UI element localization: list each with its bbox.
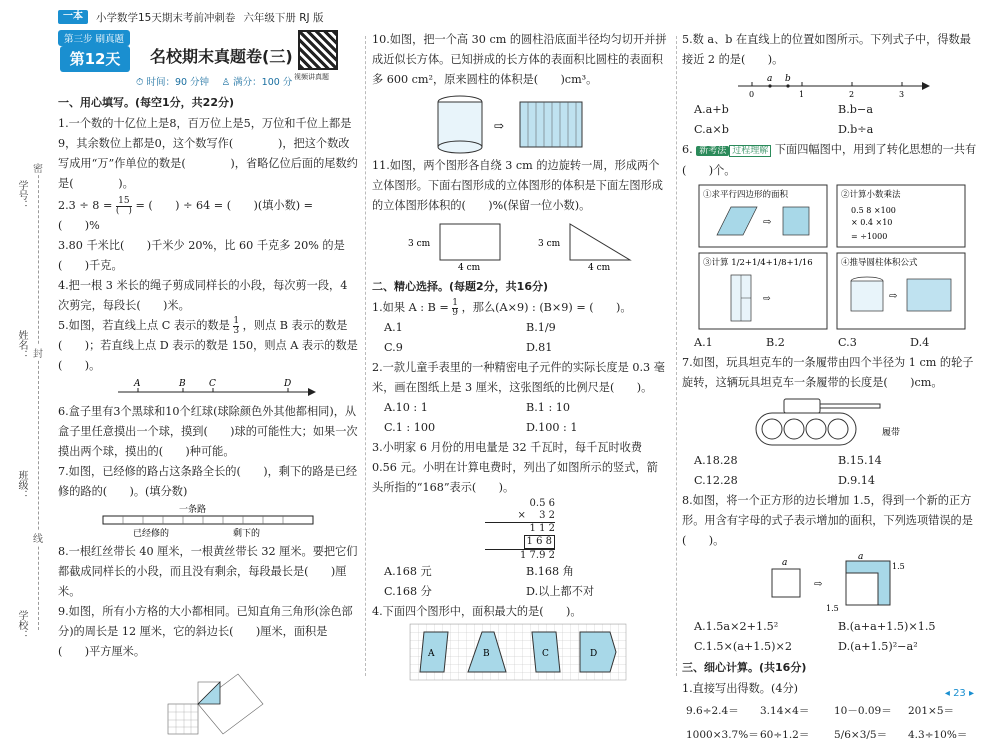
- page-number: ◂ 23 ▸: [944, 688, 974, 699]
- option-d[interactable]: D.(a+1.5)²−a²: [838, 640, 918, 653]
- point-b-label: b: [785, 74, 791, 84]
- shape-b-label: B: [483, 649, 490, 659]
- arrow-icon: ⇨: [763, 294, 771, 304]
- q2-start: 2.3 ÷ 8 =: [58, 199, 113, 212]
- figure-3-title: ③计算 1/2+1/4+1/8+1/16: [703, 258, 813, 268]
- option-a[interactable]: A.10 : 1: [384, 401, 428, 414]
- figure-2-title: ②计算小数乘法: [841, 190, 901, 200]
- s1-start: 1.如果 A : B =: [372, 301, 449, 314]
- calc-line: 0.5 6: [529, 498, 555, 509]
- q11-shapes-figure: [390, 218, 650, 274]
- calc-line-highlight: 1 6 8: [524, 535, 555, 549]
- point-d-label: D: [284, 379, 292, 389]
- calc-subheading: 1.直接写出得数。(4分): [682, 682, 799, 695]
- q7-tank-figure: [732, 395, 932, 449]
- choice-2: 2.一款儿童手表里的一种精密电子元件的实际长度是 0.3 毫米，画在图纸上是 3 厘米，这张图纸的比例尺是( )。: [372, 361, 665, 394]
- choice-5: 5.数 a、b 在直线上的位置如图所示。下列式子中，得数最接近 2 的是( )。: [682, 33, 971, 66]
- figure-1-title: ①求平行四边形的面积: [703, 190, 789, 200]
- choice-6: 6. 新考法 过程理解 下面四幅图中，用到了转化思想的一共有( )个。: [682, 143, 977, 177]
- option-b[interactable]: B.b−a: [838, 103, 873, 116]
- tri-height-label: 3 cm: [538, 239, 561, 249]
- option-b[interactable]: B.2: [766, 336, 785, 349]
- option-c[interactable]: C.168 分: [384, 585, 432, 598]
- score-icon: ♙: [221, 77, 231, 88]
- q2-fraction: [116, 197, 132, 216]
- full-score: 满分：100 分: [233, 77, 293, 88]
- class-label: 班级：: [16, 470, 27, 500]
- choice-1-options: [372, 318, 668, 358]
- tick-3: 3: [899, 90, 905, 99]
- tick-0: 0: [749, 90, 755, 99]
- column-divider: [676, 36, 677, 676]
- option-a[interactable]: A.168 元: [384, 565, 432, 578]
- s1-fraction: [452, 299, 458, 318]
- choice-8: 8.如图，将一个正方形的边长增加 1.5，得到一个新的正方形。用含有字母的式子表示增加的面积，下列选项错误的是( )。: [682, 494, 973, 547]
- day-banner: [58, 30, 358, 88]
- student-number-label: 学号：: [16, 180, 27, 210]
- question-6: 6.盒子里有3个黑球和10个红球(球除颜色外其他都相同)，从盒子里任意摸出一个球，摸到( )球的可能性大；如果一次摸出两个球，摸出的( )种可能。: [58, 405, 358, 458]
- option-b[interactable]: B.168 角: [526, 565, 574, 578]
- q5-ab-number-line: [732, 72, 932, 98]
- choice-5-options: [682, 100, 982, 140]
- rect-height-label: 3 cm: [408, 239, 431, 249]
- calc-item: 3.14×4＝: [760, 705, 810, 717]
- choice-4: 4.下面四个图形中，面积最大的是( )。: [372, 605, 582, 618]
- qr-caption: 视频讲真题: [294, 73, 329, 81]
- option-c[interactable]: C.9: [384, 341, 403, 354]
- option-b[interactable]: B.1/9: [526, 321, 556, 334]
- cut-char: 封: [33, 345, 43, 360]
- option-a[interactable]: A.1: [384, 321, 403, 334]
- page-number-value: 23: [953, 688, 966, 699]
- q2-fraction-numerator: 15: [116, 197, 132, 207]
- mental-calc-grid: [682, 699, 982, 747]
- question-11: 11.如图，两个图形各自绕 3 cm 的边旋转一周，形成两个立体图形。下面右图形成的立体图形的体积是下面左图形成的立体图形体积的( )%(保留一位小数)。: [372, 159, 663, 212]
- option-d[interactable]: D.4: [910, 336, 930, 349]
- question-2: [58, 196, 358, 236]
- option-d[interactable]: D.b÷a: [838, 123, 874, 136]
- svg-text:0.5 8 ×100: 0.5 8 ×100: [851, 206, 896, 215]
- choice-7: 7.如图，玩具坦克车的一条履带由四个半径为 1 cm 的轮子旋转，这辆玩具坦克车一条履带的长度是( )cm。: [682, 356, 974, 389]
- tri-width-label: 4 cm: [588, 263, 611, 273]
- option-d[interactable]: D.81: [526, 341, 553, 354]
- column-middle: [372, 30, 668, 688]
- section-heading: 二、精心选择。(每题2分，共16分): [372, 280, 549, 293]
- q2-fraction-denominator: ( ): [115, 205, 132, 216]
- column-divider: [365, 36, 366, 676]
- q5-fraction-numerator: 1: [233, 315, 240, 326]
- built-label: 已经修的: [133, 529, 170, 539]
- column-left: [58, 30, 358, 740]
- section-heading: 一、用心填写。(每空1分，共22分): [58, 96, 235, 109]
- s1-fraction-numerator: 1: [452, 297, 459, 308]
- question-9: 9.如图，所有小方格的大小都相同。已知直角三角形(涂色部分)的周长是 12 厘米，它的斜边长( )厘米，面积是( )平方厘米。: [58, 605, 353, 658]
- brand-logo: 一本: [58, 10, 88, 24]
- calc-line: × 3 2: [485, 510, 555, 523]
- question-5: [58, 316, 358, 376]
- section-heading: 三、细心计算。(共16分): [682, 661, 807, 674]
- grade-label: 六年级下册 RJ 版: [243, 11, 324, 24]
- calc-item: 4.3÷10%＝: [908, 729, 968, 741]
- side-a-top: a: [782, 558, 788, 568]
- calc-item: 1000×3.7%＝: [686, 729, 759, 741]
- choice-3: 3.小明家 6 月份的用电量是 32 千瓦时，每千瓦时收费 0.56 元。小明在计算电费时，列出了如图所示的竖式，箭头所指的“168”表示( )。: [372, 441, 658, 494]
- shape-d-label: D: [590, 649, 598, 659]
- q9-grid-figure: [128, 664, 288, 738]
- q5-number-line: [98, 378, 318, 400]
- question-10: 10.如图，把一个高 30 cm 的圆柱沿底面半径均匀切开并拼成近似长方体。已知拼成的长方体的表面积比圆柱的表面积多 600 cm²，原来圆柱的体积是( )cm³。: [372, 33, 667, 86]
- process-tag: 过程理解: [729, 145, 771, 157]
- paper-title: 名校期末真题卷(三): [150, 47, 293, 66]
- choice-3-options: [372, 562, 668, 602]
- page-header: [58, 8, 323, 26]
- option-b[interactable]: B.1 : 10: [526, 401, 571, 414]
- option-a[interactable]: A.1.5a×2+1.5²: [694, 620, 779, 633]
- option-c[interactable]: C.3: [838, 336, 857, 349]
- cut-line: [38, 160, 39, 630]
- figure-4-title: ④推导圆柱体积公式: [841, 258, 918, 268]
- option-c[interactable]: C.1 : 100: [384, 421, 436, 434]
- question-1: 1.一个数的十亿位上是8，百万位上是5，万位和千位上都是9，其余数位上都是0，这个数写作( )，把这个数改写成用“万”作单位的数是( )，省略亿位后面的尾数约是( )。: [58, 117, 358, 190]
- option-c[interactable]: C.1.5×(a+1.5)×2: [694, 640, 792, 653]
- q6-four-figures: [697, 183, 967, 331]
- option-b[interactable]: B.15.14: [838, 454, 882, 467]
- q5-start: 5.如图，若直线上点 C 表示的数是: [58, 319, 230, 332]
- exam-meta: [136, 74, 292, 88]
- question-7: 7.如图，已经修的路占这条路全长的( )，剩下的路是已经修的路的( )。(填分数): [58, 465, 358, 498]
- point-b-label: B: [179, 379, 186, 389]
- svg-text:× 0.4 ×10: × 0.4 ×10: [851, 218, 893, 227]
- calc-line: 1 1 2: [529, 523, 555, 534]
- calc-item: 10－0.09＝: [834, 705, 892, 717]
- option-a[interactable]: A.a+b: [694, 103, 729, 116]
- s1-end: ，那么(A×9) : (B×9) = ( )。: [461, 301, 632, 314]
- step-badge: 第三步 刷真题: [58, 30, 130, 46]
- time-limit: 时间：90 分钟: [146, 77, 210, 88]
- option-d[interactable]: D.以上都不对: [526, 585, 595, 598]
- track-label: 履带: [882, 428, 901, 438]
- side-a-new: a: [858, 552, 864, 562]
- increase-left: 1.5: [826, 604, 839, 613]
- q5-fraction: [233, 317, 239, 336]
- point-a-label: A: [134, 379, 141, 389]
- q10-cylinder-figure: [420, 92, 620, 154]
- cut-char: 线: [33, 530, 43, 545]
- q4-shapes-grid: [410, 624, 630, 686]
- calc-item: 60÷1.2＝: [760, 729, 810, 741]
- series-title: 小学数学15天期末考前冲刺卷: [96, 11, 236, 24]
- option-a[interactable]: A.1: [694, 336, 713, 349]
- question-4: 4.把一根 3 米长的绳子剪成同样长的小段，每次剪一段，4 次剪完，每段长( )米。: [58, 279, 348, 312]
- point-c-label: C: [209, 379, 216, 389]
- q8-square-figure: [742, 553, 922, 615]
- time-icon: ⏱: [136, 77, 144, 88]
- arrow-icon: ⇨: [889, 291, 898, 302]
- cut-char: 密: [33, 160, 43, 175]
- vertical-multiplication: [485, 498, 555, 562]
- q5-fraction-denominator: 3: [233, 325, 240, 336]
- calc-item: 201×5＝: [908, 705, 955, 717]
- student-name-label: 姓名：: [16, 330, 27, 360]
- choice-6-text: 下面四幅图中，用到了转化思想的一共有( )个。: [682, 143, 977, 177]
- point-a-label: a: [767, 74, 773, 84]
- q2-middle: = ( ) ÷ 64 = ( )(填小数) =: [135, 199, 314, 212]
- choice-7-options: [682, 451, 982, 491]
- school-label: 学校：: [16, 610, 27, 640]
- shape-c-label: C: [542, 649, 549, 659]
- choice-2-options: [372, 398, 668, 438]
- option-a[interactable]: A.18.28: [694, 454, 738, 467]
- arrow-icon: ⇨: [814, 579, 823, 590]
- svg-text:= ÷1000: = ÷1000: [851, 232, 888, 241]
- question-8: 8.一根红丝带长 40 厘米，一根黄丝带长 32 厘米。要把它们都截成同样长的小段，而且没有剩余，每段最长是( )厘米。: [58, 545, 358, 598]
- calc-line: 1 7.9 2: [485, 549, 555, 562]
- increase-top: 1.5: [892, 562, 905, 571]
- choice-6-options: [682, 333, 982, 353]
- tick-2: 2: [849, 90, 855, 99]
- option-d[interactable]: D.100 : 1: [526, 421, 578, 434]
- option-c[interactable]: C.12.28: [694, 474, 738, 487]
- shape-a-label: A: [428, 649, 435, 659]
- s1-fraction-denominator: 9: [452, 307, 459, 318]
- arrow-icon: ⇨: [763, 217, 772, 228]
- question-3: 3.80 千米比( )千米少 20%，比 60 千克多 20% 的是( )千克。: [58, 239, 345, 272]
- day-badge: 第12天: [60, 46, 130, 72]
- q7-road-diagram: [93, 504, 323, 540]
- road-label: 一条路: [179, 505, 207, 515]
- calc-item: 5/6×3/5＝: [834, 729, 888, 741]
- remaining-label: 剩下的: [233, 529, 261, 539]
- choice-1: [372, 298, 668, 318]
- calc-item: 9.6÷2.4＝: [686, 705, 739, 717]
- binding-margin: [0, 30, 52, 700]
- qr-code[interactable]: [298, 30, 338, 70]
- q5-end: ，则点 B 表示的数是( )；若直线上点 D 表示的数是 150，则点 A 表示的数是( )。: [58, 319, 358, 372]
- q2-end: ( )%: [58, 219, 100, 232]
- option-b[interactable]: B.(a+a+1.5)×1.5: [838, 620, 936, 633]
- option-c[interactable]: C.a×b: [694, 123, 729, 136]
- column-right: [682, 30, 982, 747]
- tick-1: 1: [799, 90, 805, 99]
- rect-width-label: 4 cm: [458, 263, 481, 273]
- option-d[interactable]: D.9.14: [838, 474, 876, 487]
- new-exam-tag: 新考法: [696, 146, 729, 156]
- choice-8-options: [682, 617, 982, 657]
- arrow-icon: ⇨: [494, 119, 505, 133]
